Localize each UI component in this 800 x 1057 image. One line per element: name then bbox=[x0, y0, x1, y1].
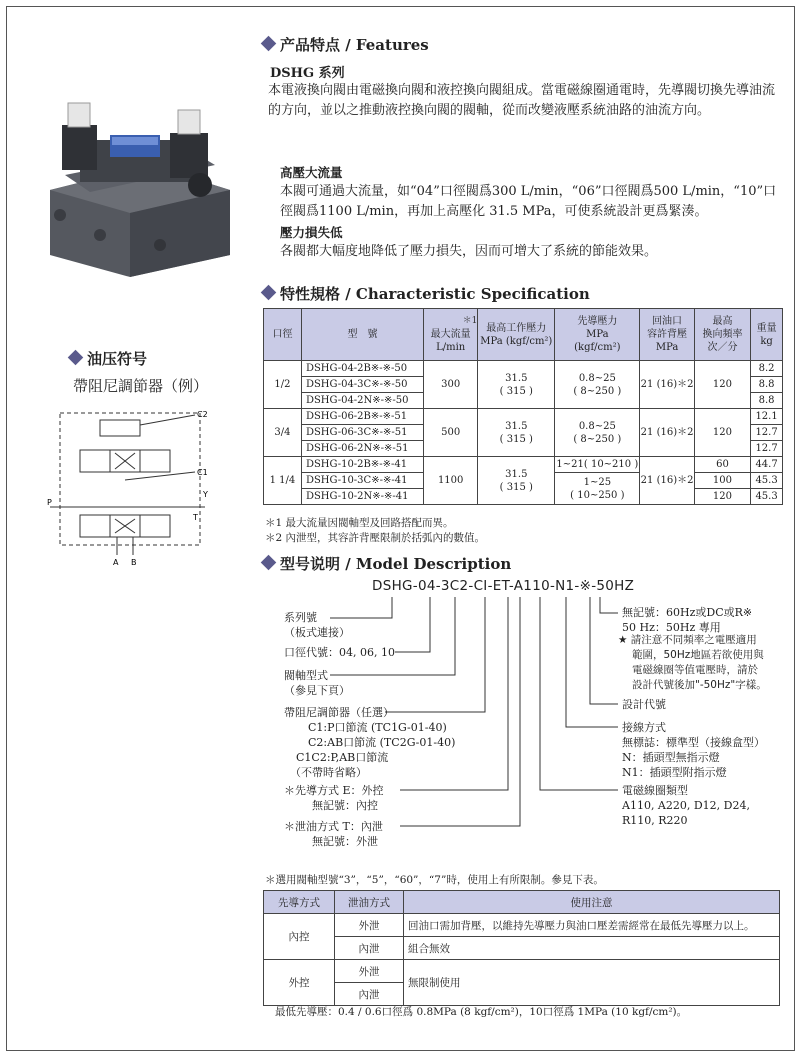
model-left-bore: 口徑代號：04, 06, 10 bbox=[284, 646, 395, 659]
pilot-cell: 0.8~25 ( 8~250 ) bbox=[555, 361, 640, 409]
pressure-cell: 31.5 ( 315 ) bbox=[478, 457, 555, 505]
model-code: DSHG-04-3C2-CI-ET-A110-N1-※-50HZ bbox=[372, 578, 635, 594]
restrict-drain-cell: 內泄 bbox=[335, 983, 404, 1006]
restrict-table bbox=[263, 890, 780, 1006]
pilot-cell: 1~21( 10~210 ) bbox=[555, 457, 640, 473]
col-flow: ＊1 最大流量 L/min bbox=[423, 309, 477, 361]
model-right-warning: ★ 請注意不同頻率之電壓適用 範圍，50Hz地區若欲使用與 電磁線圈等值電壓時，請於 設計代號後加"-50Hz"字樣。 bbox=[618, 634, 767, 691]
flow-cell: 500 bbox=[423, 409, 477, 457]
spec-note-1: ＊1 最大流量因閥軸型及回路搭配而異。 bbox=[265, 517, 454, 529]
model-right-coil: 電磁線圈類型 A110, A220, D12, D24, R110, R220 bbox=[622, 784, 750, 827]
restrict-drain-cell: 外泄 bbox=[335, 914, 404, 937]
freq-cell: 60 bbox=[694, 457, 750, 473]
model-cell: DSHG-06-3C※-※-51 bbox=[301, 425, 423, 441]
svg-text:T: T bbox=[193, 513, 198, 522]
features-title: 产品特点 / Features bbox=[263, 34, 429, 55]
col-pressure: 最高工作壓力 MPa (kgf/cm²) bbox=[478, 309, 555, 361]
model-left-spool: 閥軸型式 （參見下頁） bbox=[284, 669, 350, 697]
symbol-title: 油压符号 bbox=[70, 348, 147, 369]
pilot-cell: 0.8~25 ( 8~250 ) bbox=[555, 409, 640, 457]
restrict-note: ＊選用閥軸型號“3”，“5”，“60”，“7”時，使用上有所限制。參見下表。 bbox=[265, 874, 604, 886]
series-name: DSHG 系列 bbox=[270, 66, 345, 81]
col-model: 型 號 bbox=[301, 309, 423, 361]
model-cell: DSHG-10-2B※-※-41 bbox=[301, 457, 423, 473]
weight-cell: 12.7 bbox=[751, 441, 783, 457]
model-cell: DSHG-04-2B※-※-50 bbox=[301, 361, 423, 377]
model-cell: DSHG-10-2N※-※-41 bbox=[301, 489, 423, 505]
svg-text:B: B bbox=[131, 558, 137, 567]
weight-cell: 45.3 bbox=[751, 473, 783, 489]
restrict-pilot-cell: 內控 bbox=[264, 914, 335, 960]
restrict-drain-cell: 內泄 bbox=[335, 937, 404, 960]
restrict-col-note: 使用注意 bbox=[404, 891, 780, 914]
model-left-drain: ＊泄油方式 T：內泄 無記號：外泄 bbox=[284, 820, 383, 848]
spec-note-2: ＊2 內泄型，其容許背壓限制於括弧內的數值。 bbox=[265, 532, 486, 544]
freq-cell: 120 bbox=[694, 361, 750, 409]
weight-cell: 44.7 bbox=[751, 457, 783, 473]
svg-text:Y: Y bbox=[203, 490, 208, 499]
model-title: 型号说明 / Model Description bbox=[263, 553, 511, 574]
model-cell: DSHG-06-2N※-※-51 bbox=[301, 441, 423, 457]
feature-high-flow-title: 高壓大流量 bbox=[280, 165, 343, 180]
spec-title: 特性規格 / Characteristic Specification bbox=[263, 283, 590, 304]
model-cell: DSHG-04-3C※-※-50 bbox=[301, 377, 423, 393]
svg-text:P: P bbox=[47, 498, 52, 507]
model-cell: DSHG-06-2B※-※-51 bbox=[301, 409, 423, 425]
model-left-series: 系列號 （板式連接） bbox=[284, 611, 350, 639]
weight-cell: 12.1 bbox=[751, 409, 783, 425]
feature-low-loss-text: 各閥都大幅度地降低了壓力損失，因而可增大了系統的節能效果。 bbox=[280, 244, 658, 259]
restrict-col-drain: 泄油方式 bbox=[335, 891, 404, 914]
model-cell: DSHG-10-3C※-※-41 bbox=[301, 473, 423, 489]
pressure-cell: 31.5 ( 315 ) bbox=[478, 361, 555, 409]
svg-text:C2: C2 bbox=[197, 410, 208, 419]
restrict-note-cell: 無限制使用 bbox=[404, 960, 780, 1006]
back-cell: 21 (16)＊2 bbox=[640, 409, 694, 457]
weight-cell: 8.2 bbox=[751, 361, 783, 377]
col-back: 回油口 容許背壓 MPa bbox=[640, 309, 694, 361]
pressure-cell: 31.5 ( 315 ) bbox=[478, 409, 555, 457]
restrict-pilot-cell: 外控 bbox=[264, 960, 335, 1006]
model-left-damper: 帶阻尼調節器（任選） C1:P口節流 (TC1G-01-40) C2:AB口節流 (TC2G-01-40) C1C2:P,AB口節流 （不帶時省略） bbox=[284, 706, 456, 779]
flow-cell: 1100 bbox=[423, 457, 477, 505]
flow-cell: 300 bbox=[423, 361, 477, 409]
features-intro: 本電液換向閥由電磁換向閥和液控換向閥組成。當電磁線圈通電時，先導閥切換先導油流的方向，並以之推動液控換向閥的閥軸，從而改變液壓系統油路的油流方向。 bbox=[268, 83, 776, 118]
model-right-design: 設計代號 bbox=[622, 698, 666, 711]
model-right-freq: 無記號：60Hz或DC或R※ 50 Hz：50Hz 專用 bbox=[622, 606, 753, 634]
symbol-subtitle: 帶阻尼調節器（例） bbox=[73, 377, 209, 395]
bore-cell: 1 1/4 bbox=[264, 457, 302, 505]
freq-cell: 120 bbox=[694, 489, 750, 505]
back-cell: 21 (16)＊2 bbox=[640, 457, 694, 505]
bore-cell: 1/2 bbox=[264, 361, 302, 409]
model-right-wiring: 接線方式 無標誌：標準型（接線盒型） N：插頭型無指示燈 N1：插頭型附指示燈 bbox=[622, 721, 765, 779]
col-freq: 最高 換向頻率 次／分 bbox=[694, 309, 750, 361]
weight-cell: 8.8 bbox=[751, 377, 783, 393]
col-bore: 口徑 bbox=[264, 309, 302, 361]
restrict-col-pilot: 先導方式 bbox=[264, 891, 335, 914]
pilot-cell: 1~25 ( 10~250 ) bbox=[555, 473, 640, 505]
freq-cell: 120 bbox=[694, 409, 750, 457]
restrict-note-cell: 組合無效 bbox=[404, 937, 780, 960]
restrict-drain-cell: 外泄 bbox=[335, 960, 404, 983]
feature-high-flow-text: 本閥可通過大流量，如“04”口徑閥爲300 L/min，“06”口徑閥爲500 L/min，“10”口徑閥爲1100 L/min，再加上高壓化 31.5 MPa，可使系統設計更爲緊湊。 bbox=[280, 184, 777, 219]
bore-cell: 3/4 bbox=[264, 409, 302, 457]
restrict-footer: 最低先導壓：0.4 / 0.6口徑爲 0.8MPa (8 kgf/cm²)，10口徑爲 1MPa (10 kgf/cm²)。 bbox=[275, 1006, 688, 1018]
restrict-note-cell: 回油口需加背壓，以維持先導壓力與油口壓差需經常在最低先導壓力以上。 bbox=[404, 914, 780, 937]
svg-text:A: A bbox=[113, 558, 119, 567]
svg-text:C1: C1 bbox=[197, 468, 208, 477]
weight-cell: 45.3 bbox=[751, 489, 783, 505]
col-pilot: 先導壓力 MPa (kgf/cm²) bbox=[555, 309, 640, 361]
weight-cell: 8.8 bbox=[751, 393, 783, 409]
back-cell: 21 (16)＊2 bbox=[640, 361, 694, 409]
model-cell: DSHG-04-2N※-※-50 bbox=[301, 393, 423, 409]
freq-cell: 100 bbox=[694, 473, 750, 489]
model-left-pilot: ＊先導方式 E：外控 無記號：內控 bbox=[284, 784, 384, 812]
weight-cell: 12.7 bbox=[751, 425, 783, 441]
col-weight: 重量 kg bbox=[751, 309, 783, 361]
feature-low-loss-title: 壓力損失低 bbox=[280, 225, 343, 240]
